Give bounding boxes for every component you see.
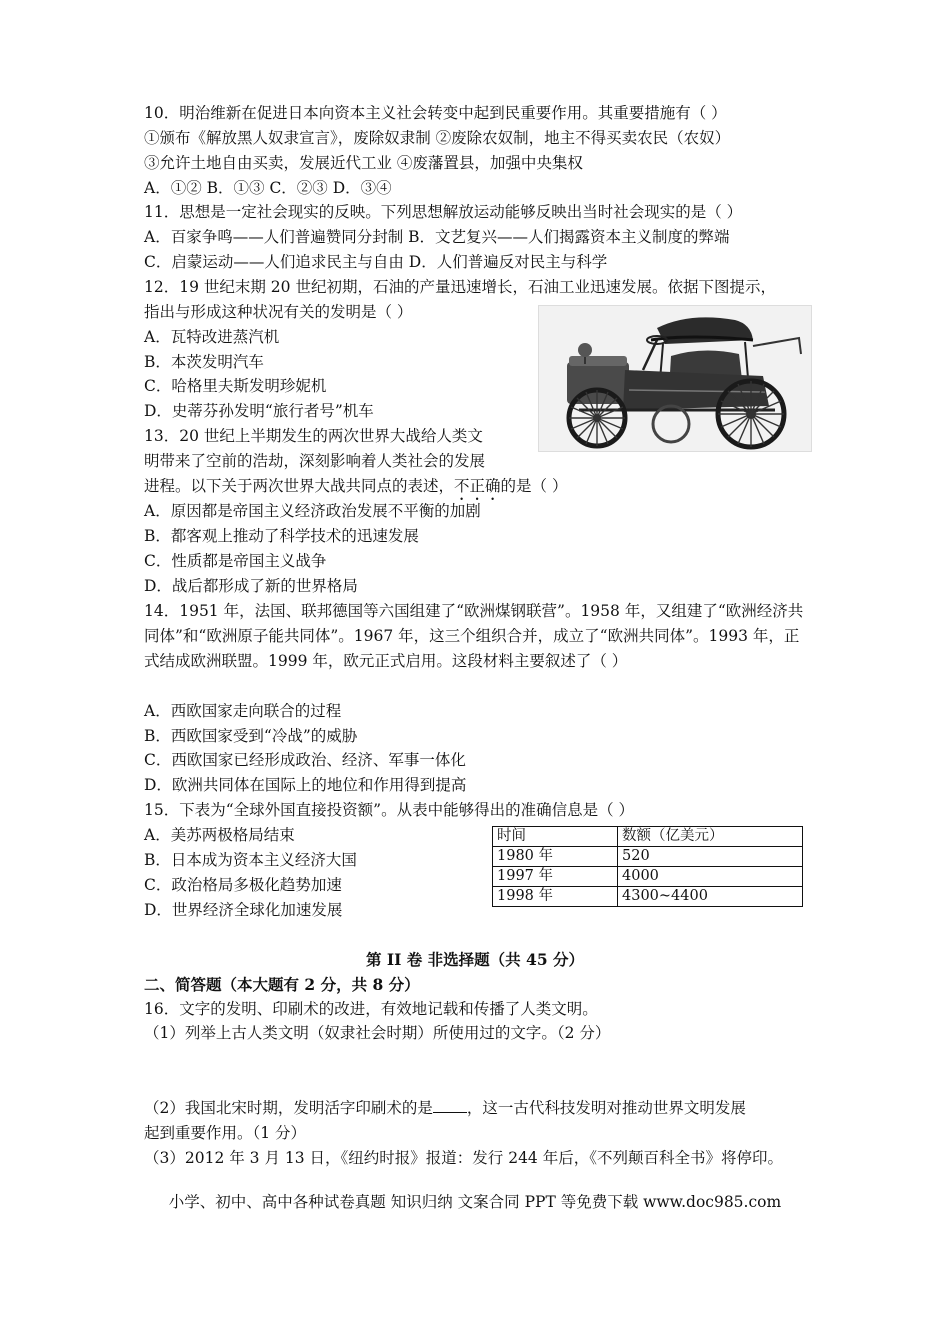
- footer-text: 小学、初中、高中各种试卷真题 知识归纳 文案合同 PPT 等免费下载 www.doc985.com: [168, 1193, 782, 1211]
- q14-choice-c: C．西欧国家已经形成政治、经济、军事一体化: [144, 751, 466, 769]
- table-header-cell: 时间: [493, 827, 618, 847]
- q16-part2-line2: 起到重要作用。（1 分）: [144, 1124, 307, 1142]
- q10-options-line1: ①颁布《解放黑人奴隶宣言》，废除奴隶制 ②废除农奴制，地主不得买卖农民（农奴）: [144, 129, 731, 147]
- q13-stem-line2: 明带来了空前的浩劫，深刻影响着人类社会的发展: [144, 452, 486, 470]
- q14-choice-b: B．西欧国家受到“冷战”的威胁: [144, 727, 358, 745]
- q12-stem-line2: 指出与形成这种状况有关的发明是（ ）: [144, 303, 413, 321]
- table-row: [493, 887, 803, 907]
- antique-car-image: [538, 305, 812, 452]
- q12-choice-c: C．哈格里夫斯发明珍妮机: [144, 377, 327, 395]
- table-cell: 4300~4400: [618, 887, 803, 907]
- q12-choice-d: D．史蒂芬孙发明“旅行者号”机车: [144, 402, 374, 420]
- q13-choice-c: C．性质都是帝国主义战争: [144, 552, 327, 570]
- q12-stem-line1: 12．19 世纪末期 20 世纪初期，石油的产量迅速增长，石油工业迅速发展。依据下图提示，: [144, 278, 776, 296]
- table-cell: 1980 年: [493, 847, 618, 867]
- table-cell: 1998 年: [493, 887, 618, 907]
- table-header-cell: 数额（亿美元）: [618, 827, 803, 847]
- q10-choices: A．①② B．①③ C．②③ D．③④: [144, 179, 392, 197]
- q11-choices-cd: C．启蒙运动——人们追求民主与自由 D．人们普遍反对民主与科学: [144, 253, 608, 271]
- q15-choice-d: D．世界经济全球化加速发展: [144, 901, 343, 919]
- q14-stem: 14．1951 年，法国、联邦德国等六国组建了“欧洲煤钢联营”。1958 年，又组建了“欧洲经济共同体”和“欧洲原子能共同体”。1967 年，这三个组织合并，成立了“欧洲共同体”。1993 年，正式结成欧洲联盟。1999 年，欧元正式启用。这段材料主要叙述了（ ）: [144, 602, 804, 670]
- q11-stem: 11．思想是一定社会现实的反映。下列思想解放运动能够反映出当时社会现实的是（ ）: [144, 203, 743, 221]
- table-row: [493, 847, 803, 867]
- q16-part2-post: ，这一古代科技发明对推动世界文明发展: [466, 1099, 746, 1117]
- q13-stem-pre: 进程。以下关于两次世界大战共同点的表述，: [144, 477, 455, 495]
- table-cell: 1997 年: [493, 867, 618, 887]
- q13-choice-b: B．都客观上推动了科学技术的迅速发展: [144, 527, 419, 545]
- q12-choice-b: B．本茨发明汽车: [144, 353, 264, 371]
- q14-choice-d: D．欧洲共同体在国际上的地位和作用得到提高: [144, 776, 467, 794]
- q10-stem: 10．明治维新在促进日本向资本主义社会转变中起到民重要作用。其重要措施有（ ）: [144, 104, 727, 122]
- q14-choice-a: A．西欧国家走向联合的过程: [144, 702, 342, 720]
- q15-choice-a: A．美苏两极格局结束: [144, 826, 295, 844]
- q13-choice-d: D．战后都形成了新的世界格局: [144, 577, 358, 595]
- q16-part1: （1）列举上古人类文明（奴隶社会时期）所使用过的文字。（2 分）: [144, 1024, 611, 1042]
- table-row: [493, 867, 803, 887]
- table-header-row: [493, 827, 803, 847]
- q15-stem: 15．下表为“全球外国直接投资额”。从表中能够得出的准确信息是（ ）: [144, 801, 635, 819]
- section2-title: 第 II 卷 非选择题（共 45 分）: [365, 950, 585, 969]
- q13-stem-line1: 13．20 世纪上半期发生的两次世界大战给人类文: [144, 427, 483, 445]
- q12-choice-a: A．瓦特改进蒸汽机: [144, 328, 280, 346]
- q16-stem: 16．文字的发明、印刷术的改进，有效地记载和传播了人类文明。: [144, 1000, 598, 1018]
- table-cell: 4000: [618, 867, 803, 887]
- q15-choice-c: C．政治格局多极化趋势加速: [144, 876, 342, 894]
- q10-options-line2: ③允许土地自由买卖，发展近代工业 ④废藩置县，加强中央集权: [144, 154, 583, 172]
- antique-car-drawing: [539, 306, 811, 451]
- section2-heading: 二、简答题（本大题有 2 分，共 8 分）: [144, 975, 420, 994]
- q16-part2: [144, 1096, 746, 1121]
- investment-table: [492, 826, 803, 907]
- q11-choices-ab: A．百家争鸣——人们普遍赞同分封制 B．文艺复兴——人们揭露资本主义制度的弊端: [144, 228, 730, 246]
- q16-part3: （3）2012 年 3 月 13 日，《纽约时报》报道：发行 244 年后，《不列颠百科全书》将停印。: [144, 1149, 783, 1167]
- q15-choice-b: B．日本成为资本主义经济大国: [144, 851, 357, 869]
- q13-choice-a: A．原因都是帝国主义经济政治发展不平衡的加剧: [144, 502, 481, 520]
- answer-blank[interactable]: [433, 1098, 467, 1113]
- q16-part2-pre: （2）我国北宋时期，发明活字印刷术的是: [144, 1099, 433, 1117]
- table-cell: 520: [618, 847, 803, 867]
- q13-emphasis-not-correct: 不正确: [454, 477, 501, 495]
- q13-stem-post: 的是（ ）: [500, 477, 568, 495]
